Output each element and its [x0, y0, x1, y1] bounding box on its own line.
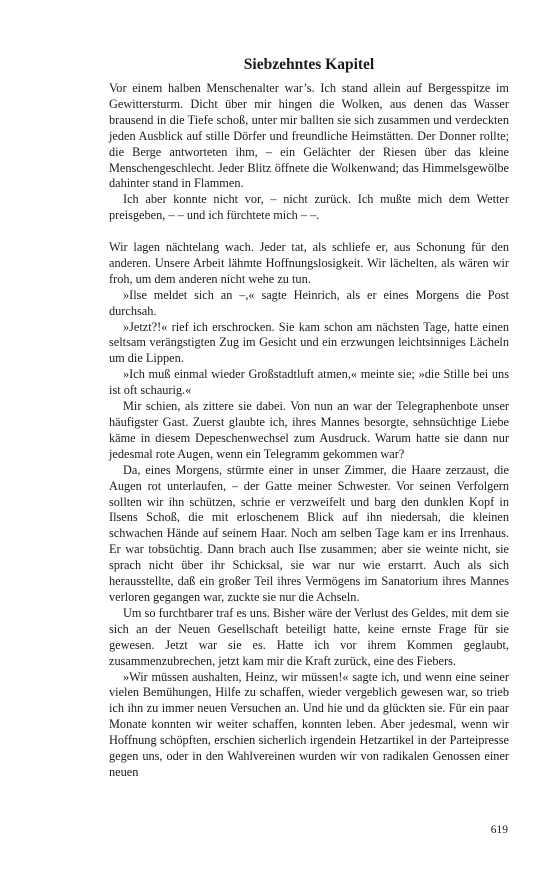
paragraph: Wir lagen nächtelang wach. Jeder tat, als schliefe er, aus Schonung für den anderen. Unsere Arbeit lähmte Hoffnungslosigkeit. Wir lächelten, als wären wir froh, um dem anderen nicht wehe zu tun.	[109, 240, 509, 286]
book-page	[109, 55, 509, 781]
paragraph: Vor einem halben Menschenalter war’s. Ich stand allein auf Bergesspitze im Gewittersturm. Dicht über mir hingen die Wolken, aus denen das Wasser brausend in die Tiefe schoß, unter mir ballten sie sich zusammen und verdeckten jeden Ausblick auf stille Dörfer und freundliche Heimstätten. Der Donner rollte; die Berge antworteten ihm, – ein Gelächter der Riesen über das kleine Menschengeschlecht. Jeder Blitz öffnete die Wolkenwand; das Himmelsgewölbe dahinter stand in Flammen.	[109, 81, 509, 191]
paragraph: »Wir müssen aushalten, Heinz, wir müssen!« sagte ich, und wenn eine seiner vielen Bemühungen, Hilfe zu schaffen, wieder vergeblich gewesen war, so trieb ich ihn zu immer neuen Versuchen an. Und hie und da glückten sie. Für ein paar Monate konnten wir weiter schaffen, konnten leben. Aber jedesmal, wenn wir Hoffnung schöpften, erschien sicherlich irgendein Hetzartikel in der Parteipresse gegen uns, oder in den Wahlvereinen wurden wir von radikalen Genossen einer neuen	[109, 669, 509, 779]
paragraph: Da, eines Morgens, stürmte einer in unser Zimmer, die Haare zerzaust, die Augen rot unterlaufen, – der Gatte meiner Schwester. Vor seinen Verfolgern sollten wir ihn schützen, schrie er verzweifelt und barg den dunklen Kopf in Ilsens Schoß, die mit erloschenem Blick auf ihn niedersah, die kleinen schwachen Hände auf seinem Haar. Noch am selben Tage kam er ins Irrenhaus. Er war tobsüchtig. Dann brach auch Ilse zusammen; aber sie weinte nicht, sie sprach nicht über ihr Schicksal, sie war nur wie erstarrt. Auch als sich herausstellte, daß ein großer Teil ihres Vermögens im Sanatorium ihres Mannes verloren gegangen war, zuckte sie nur die Achseln.	[109, 462, 509, 604]
page-number: 619	[490, 824, 508, 836]
paragraph: »Ilse meldet sich an –,« sagte Heinrich, als er eines Morgens die Post durchsah.	[109, 287, 509, 318]
section-break	[109, 224, 509, 240]
paragraph: Mir schien, als zittere sie dabei. Von nun an war der Telegraphenbote unser häufigster Gast. Zuerst glaubte ich, ihres Mannes besorgte, sehnsüchtige Liebe käme in diesem Depeschenwechsel zum Ausdruck. Warum hatte sie dann nur jedesmal rote Augen, wenn ein Telegramm gekommen war?	[109, 399, 509, 461]
paragraph: Ich aber konnte nicht vor, – nicht zurück. Ich mußte mich dem Wetter preisgeben, – – und ich fürchtete mich – –.	[109, 192, 509, 223]
paragraph: »Jetzt?!« rief ich erschrocken. Sie kam schon am nächsten Tage, hatte einen seltsam verängstigten Zug im Gesicht und ein erzwungen leichtsinniges Lächeln um die Lippen.	[109, 319, 509, 366]
paragraph: »Ich muß einmal wieder Großstadtluft atmen,« meinte sie; »die Stille bei uns ist oft schaurig.«	[109, 367, 509, 398]
paragraph: Um so furchtbarer traf es uns. Bisher wäre der Verlust des Geldes, mit dem sie sich an der Neuen Gesellschaft beteiligt hatte, keine ernste Frage für sie gewesen. Jetzt war sie es. Hatte ich vor ihrem Kommen geglaubt, zusammenzubrechen, jetzt kam mir die Kraft zurück, eine des Fiebers.	[109, 605, 509, 668]
chapter-title: Siebzehntes Kapitel	[243, 56, 375, 73]
chapter-body	[109, 81, 509, 781]
